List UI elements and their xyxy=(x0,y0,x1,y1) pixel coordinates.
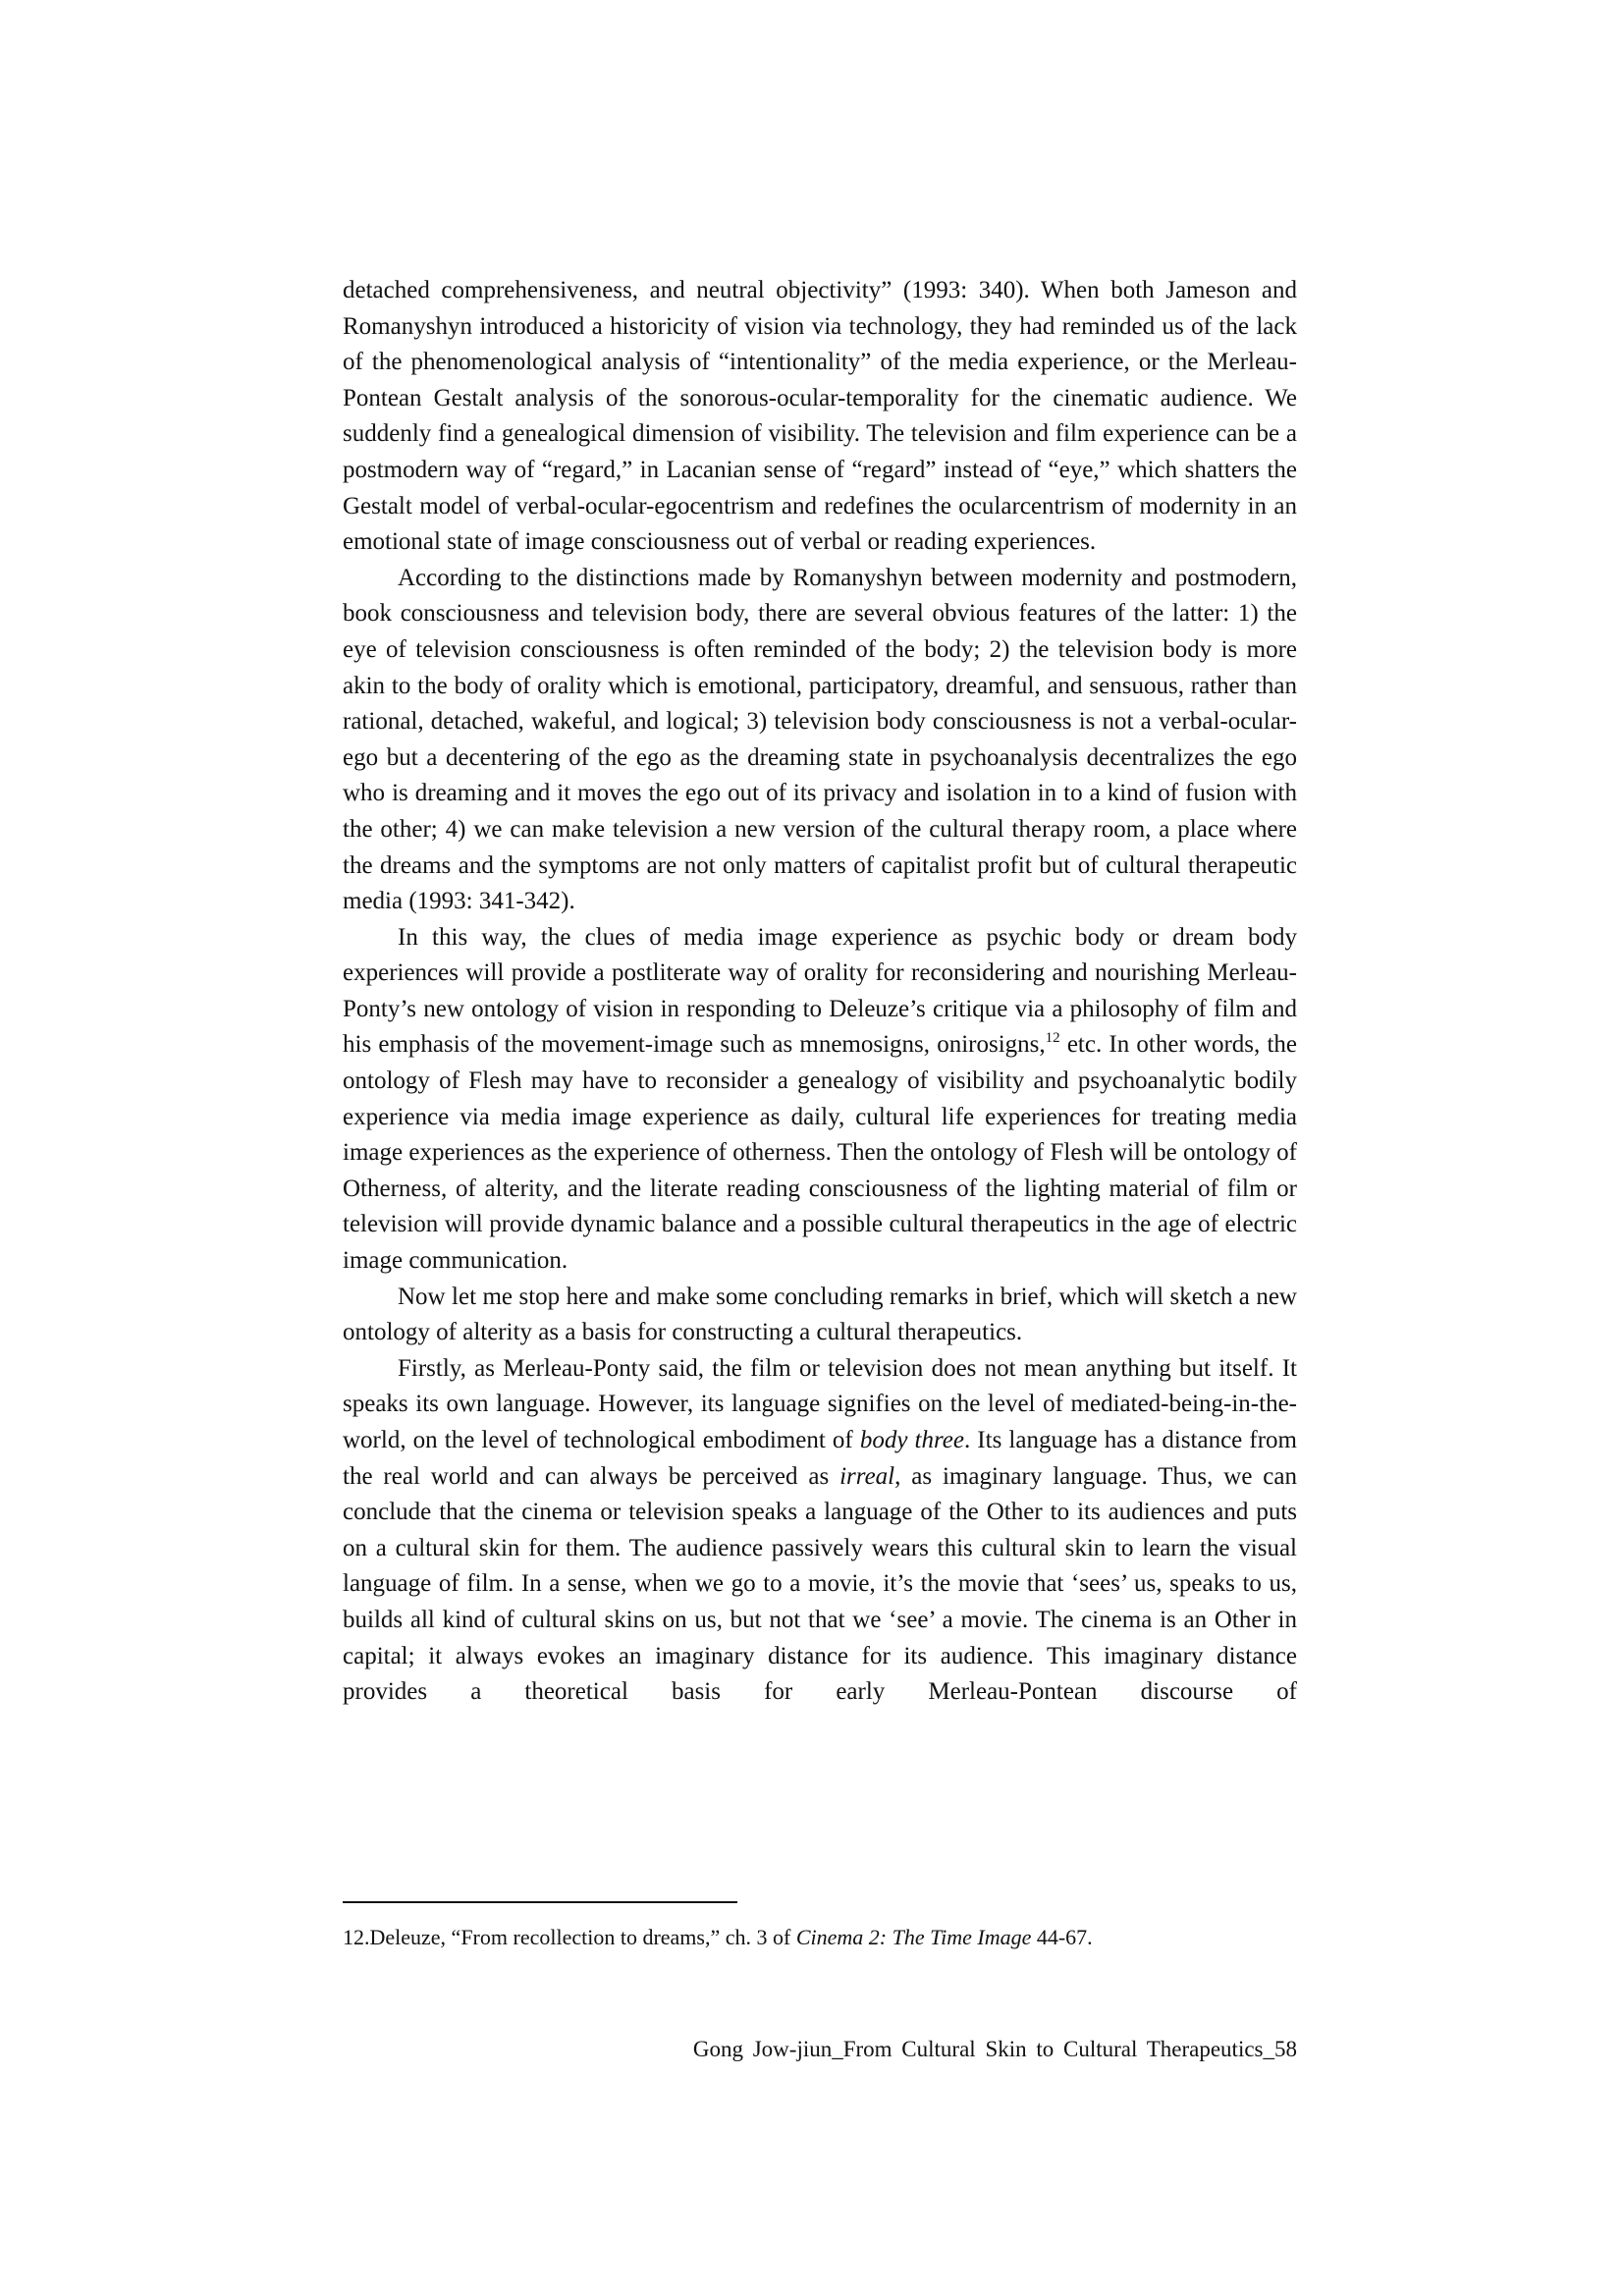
paragraph xyxy=(343,1351,1297,1711)
running-footer: Gong Jow-jiun_From Cultural Skin to Cultural Therapeutics_58 xyxy=(692,2037,1297,2061)
text-run: According to the distinctions made by Romanyshyn between modernity and postmodern, book consciousness and television body, there are several obvious features of the latter: 1) the eye of television consciousness is often reminded of the body; 2) the television body is more akin to the body of orality which is emotional, participatory, dreamful, and sensuous, rather than rational, detached, wakeful, and logical; 3) television body consciousness is not a verbal-ocular-ego but a decentering of the ego as the dreaming state in psychoanalysis decentralizes the ego who is dreaming and it moves the ego out of its privacy and isolation in to a kind of fusion with the other; 4) we can make television a new version of the cultural therapy room, a place where the dreams and the symptoms are not only matters of capitalist profit but of cultural therapeutic media (1993: 341-342). xyxy=(343,564,1297,915)
footnote-reference: 12 xyxy=(1045,1030,1060,1047)
paragraph xyxy=(343,1280,1297,1351)
footnote-12 xyxy=(343,1923,1297,1952)
text-run: 44-67. xyxy=(1031,1925,1093,1949)
body-text xyxy=(343,273,1297,1711)
text-run: detached comprehensiveness, and neutral objectivity” (1993: 340). When both Jameson and Romanyshyn introduced a historicity of vision via technology, they had reminded us of the lack of the phenomenological analysis of “intentionality” of the media experience, or the Merleau-Pontean Gestalt analysis of the sonorous-ocular-temporality for the cinematic audience. We suddenly find a genealogical dimension of visibility. The television and film experience can be a postmodern way of “regard,” in Lacanian sense of “regard” instead of “eye,” which shatters the Gestalt model of verbal-ocular-egocentrism and redefines the ocularcentrism of modernity in an emotional state of image consciousness out of verbal or reading experiences. xyxy=(343,277,1297,556)
text-run: . Its language has a distance from the real world and can always be perceived as xyxy=(343,1427,1297,1490)
paragraph xyxy=(343,273,1297,561)
text-run: In this way, the clues of media image experience as psychic body or dream body experiences will provide a postliterate way of orality for reconsidering and nourishing Merleau-Ponty’s new ontology of vision in responding to Deleuze’s critique via a philosophy of film and his emphasis of the movement-image such as mnemosigns, onirosigns, xyxy=(343,923,1297,1059)
text-run: 12.Deleuze, “From recollection to dreams,” ch. 3 of xyxy=(343,1925,796,1949)
text-run: , as imaginary language. Thus, we can conclude that the cinema or television speaks a language of the Other to its audiences and puts on a cultural skin for them. The audience passively wears this cultural skin to learn the visual language of film. In a sense, when we go to a movie, it’s the movie that ‘sees’ us, speaks to us, builds all kind of cultural skins on us, but not that we ‘see’ a movie. The cinema is an Other in capital; it always evokes an imaginary distance for its audience. This imaginary distance provides a theoretical basis for early Merleau-Pontean discourse of xyxy=(343,1462,1297,1706)
text-run: etc. In other words, the ontology of Flesh may have to reconsider a genealogy of visibility and psychoanalytic bodily experience via media image experience as daily, cultural life experiences for treating media image experiences as the experience of otherness. Then the ontology of Flesh will be ontology of Otherness, of alterity, and the literate reading consciousness of the lighting material of film or television will provide dynamic balance and a possible cultural therapeutics in the age of electric image communication. xyxy=(343,1031,1297,1275)
text-run: Now let me stop here and make some concluding remarks in brief, which will sketch a new ontology of alterity as a basis for constructing a cultural therapeutics. xyxy=(343,1283,1297,1346)
italic-text-run: body three xyxy=(859,1427,964,1453)
italic-text-run: Cinema 2: The Time Image xyxy=(795,1925,1032,1949)
italic-text-run: irreal xyxy=(839,1462,895,1490)
paragraph xyxy=(343,561,1297,920)
footnote-separator xyxy=(343,1901,737,1903)
paragraph xyxy=(343,920,1297,1280)
text-run: Firstly, as Merleau-Ponty said, the film or television does not mean anything but itself. It speaks its own language. However, its language signifies on the level of mediated-being-in-the-world, on the level of technological embodiment of xyxy=(343,1354,1297,1453)
